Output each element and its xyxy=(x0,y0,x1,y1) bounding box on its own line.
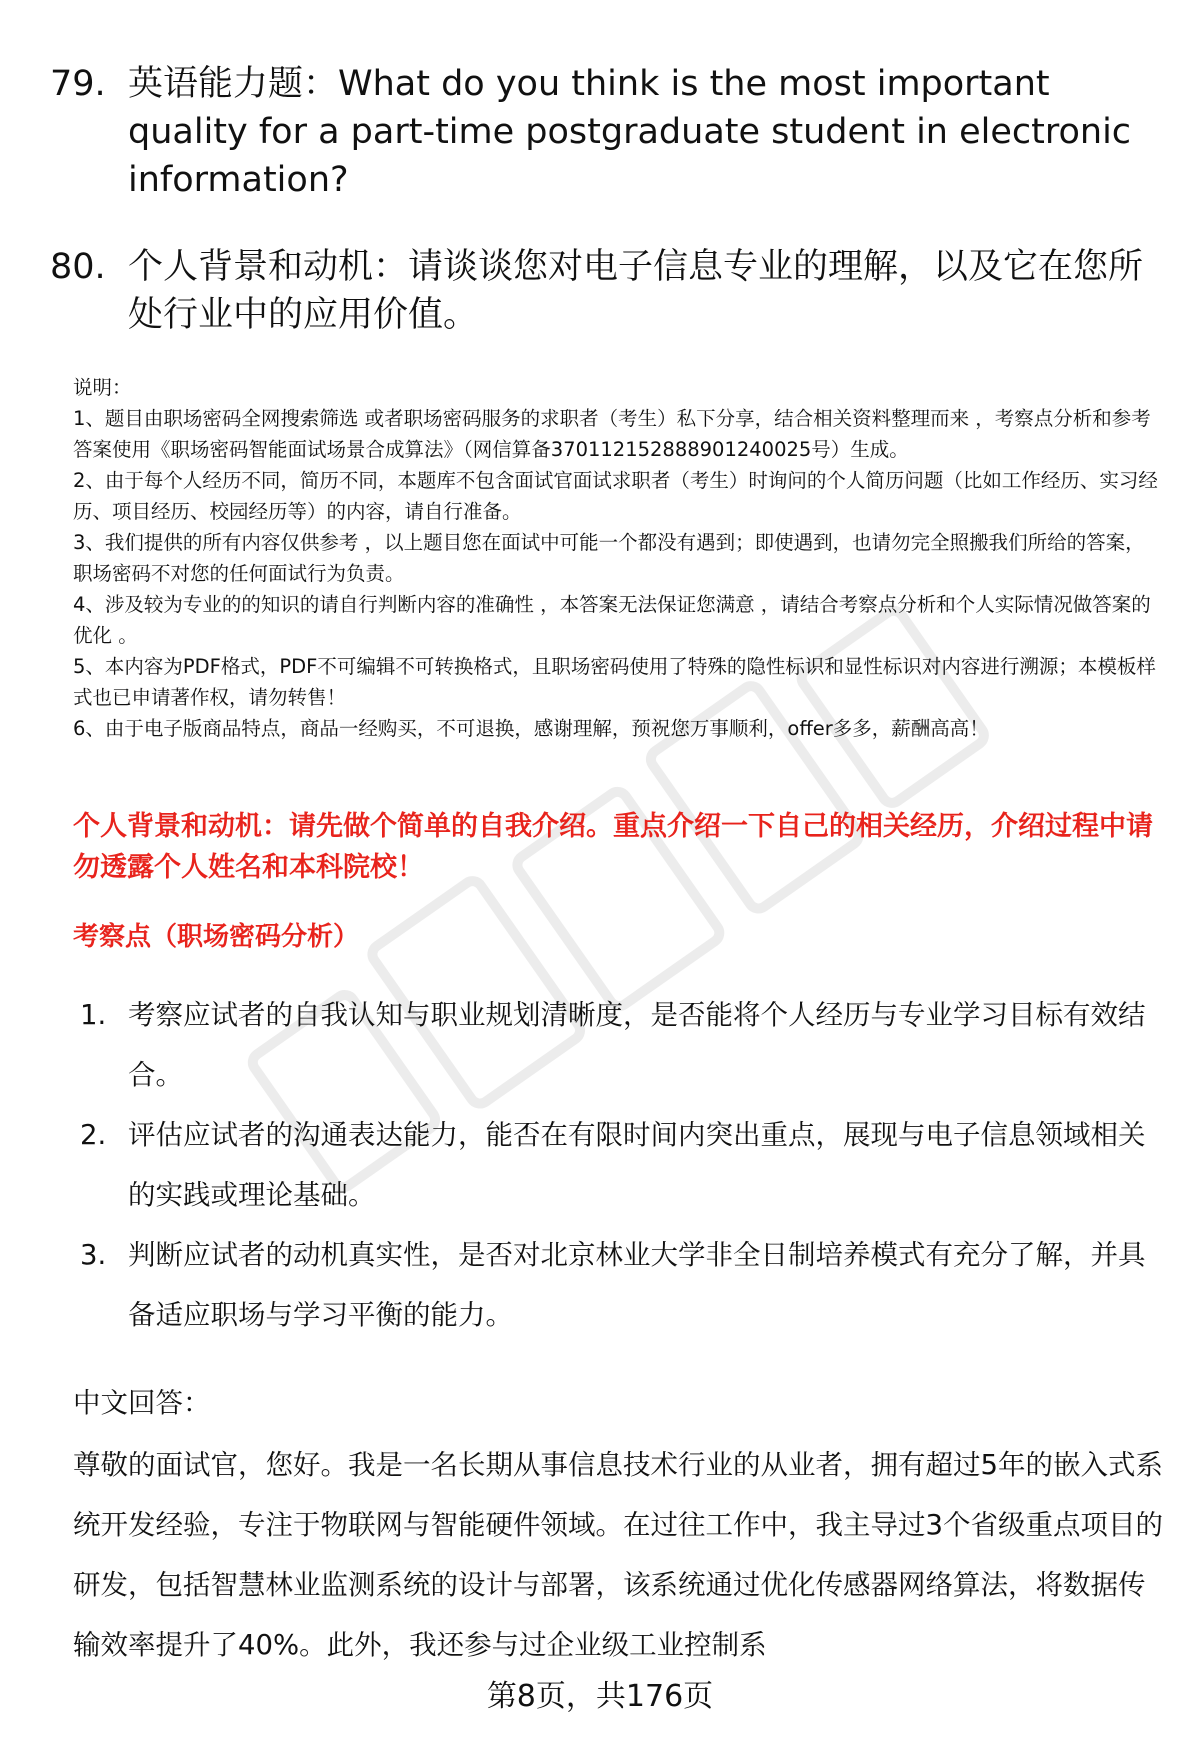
question-text: 个人背景和动机：请谈谈您对电子信息专业的理解，以及它在您所处行业中的应用价值。 xyxy=(128,247,1144,335)
question-number: 80. xyxy=(50,247,106,287)
point-text: 评估应试者的沟通表达能力，能否在有限时间内突出重点，展现与电子信息领域相关的实践或理论基础。 xyxy=(128,1119,1146,1211)
note-item: 2、由于每个人经历不同，简历不同，本题库不包含面试官面试求职者（考生）时询问的个人简历问题（比如工作经历、实习经历、项目经历、校园经历等）的内容，请自行准备。 xyxy=(73,469,1158,523)
note-item: 4、涉及较为专业的的知识的请自行判断内容的准确性 ，本答案无法保证您满意 ，请结合考察点分析和个人实际情况做答案的优化 。 xyxy=(73,593,1151,647)
answer-label: 中文回答： xyxy=(73,1387,211,1419)
question-text: 英语能力题：What do you think is the most important quality for a part-time postgraduate student in electronic information? xyxy=(128,64,1132,200)
point-number: 1. xyxy=(80,999,107,1031)
note-item: 1、题目由职场密码全网搜索筛选 或者职场密码服务的求职者（考生）私下分享，结合相关资料整理而来 ，考察点分析和参考答案使用《职场密码智能面试场景合成算法》（网信算备370112152888901240025号）生成。 xyxy=(73,407,1151,461)
answer-text: 尊敬的面试官，您好。我是一名长期从事信息技术行业的从业者，拥有超过5年的嵌入式系统开发经验，专注于物联网与智能硬件领域。在过往工作中，我主导过3个省级重点项目的研发，包括智慧林业监测系统的设计与部署，该系统通过优化传感器网络算法，将数据传输效率提升了40%。此外，我还参与过企业级工业控制系 xyxy=(73,1449,1163,1661)
assessment-points-list xyxy=(80,985,1160,1345)
disclaimer-notes xyxy=(73,372,1163,744)
assessment-points-heading: 考察点（职场密码分析） xyxy=(73,922,360,952)
question-number: 79. xyxy=(50,64,106,104)
list-item xyxy=(80,985,1160,1105)
point-text: 考察应试者的自我认知与职业规划清晰度，是否能将个人经历与专业学习目标有效结合。 xyxy=(128,999,1146,1091)
page-footer: 第8页，共176页 xyxy=(486,1679,714,1714)
notes-title: 说明： xyxy=(73,376,132,399)
point-text: 判断应试者的动机真实性，是否对北京林业大学非全日制培养模式有充分了解，并具备适应职场与学习平衡的能力。 xyxy=(128,1239,1146,1331)
point-number: 2. xyxy=(80,1119,107,1151)
note-item: 5、本内容为PDF格式，PDF不可编辑不可转换格式，且职场密码使用了特殊的隐性标识和显性标识对内容进行溯源；本模板样式也已申请著作权，请勿转售！ xyxy=(73,655,1156,709)
note-item: 6、由于电子版商品特点，商品一经购买，不可退换，感谢理解，预祝您万事顺利，offer多多，薪酬高高！ xyxy=(73,717,989,740)
question-80 xyxy=(50,243,1160,339)
self-intro-question-heading: 个人背景和动机：请先做个简单的自我介绍。重点介绍一下自己的相关经历，介绍过程中请勿透露个人姓名和本科院校！ xyxy=(73,811,1153,883)
note-item: 3、我们提供的所有内容仅供参考 ，以上题目您在面试中可能一个都没有遇到；即使遇到，也请勿完全照搬我们所给的答案，职场密码不对您的任何面试行为负责。 xyxy=(73,531,1145,585)
list-item xyxy=(80,1225,1160,1345)
question-79 xyxy=(50,60,1160,204)
list-item xyxy=(80,1105,1160,1225)
point-number: 3. xyxy=(80,1239,107,1271)
